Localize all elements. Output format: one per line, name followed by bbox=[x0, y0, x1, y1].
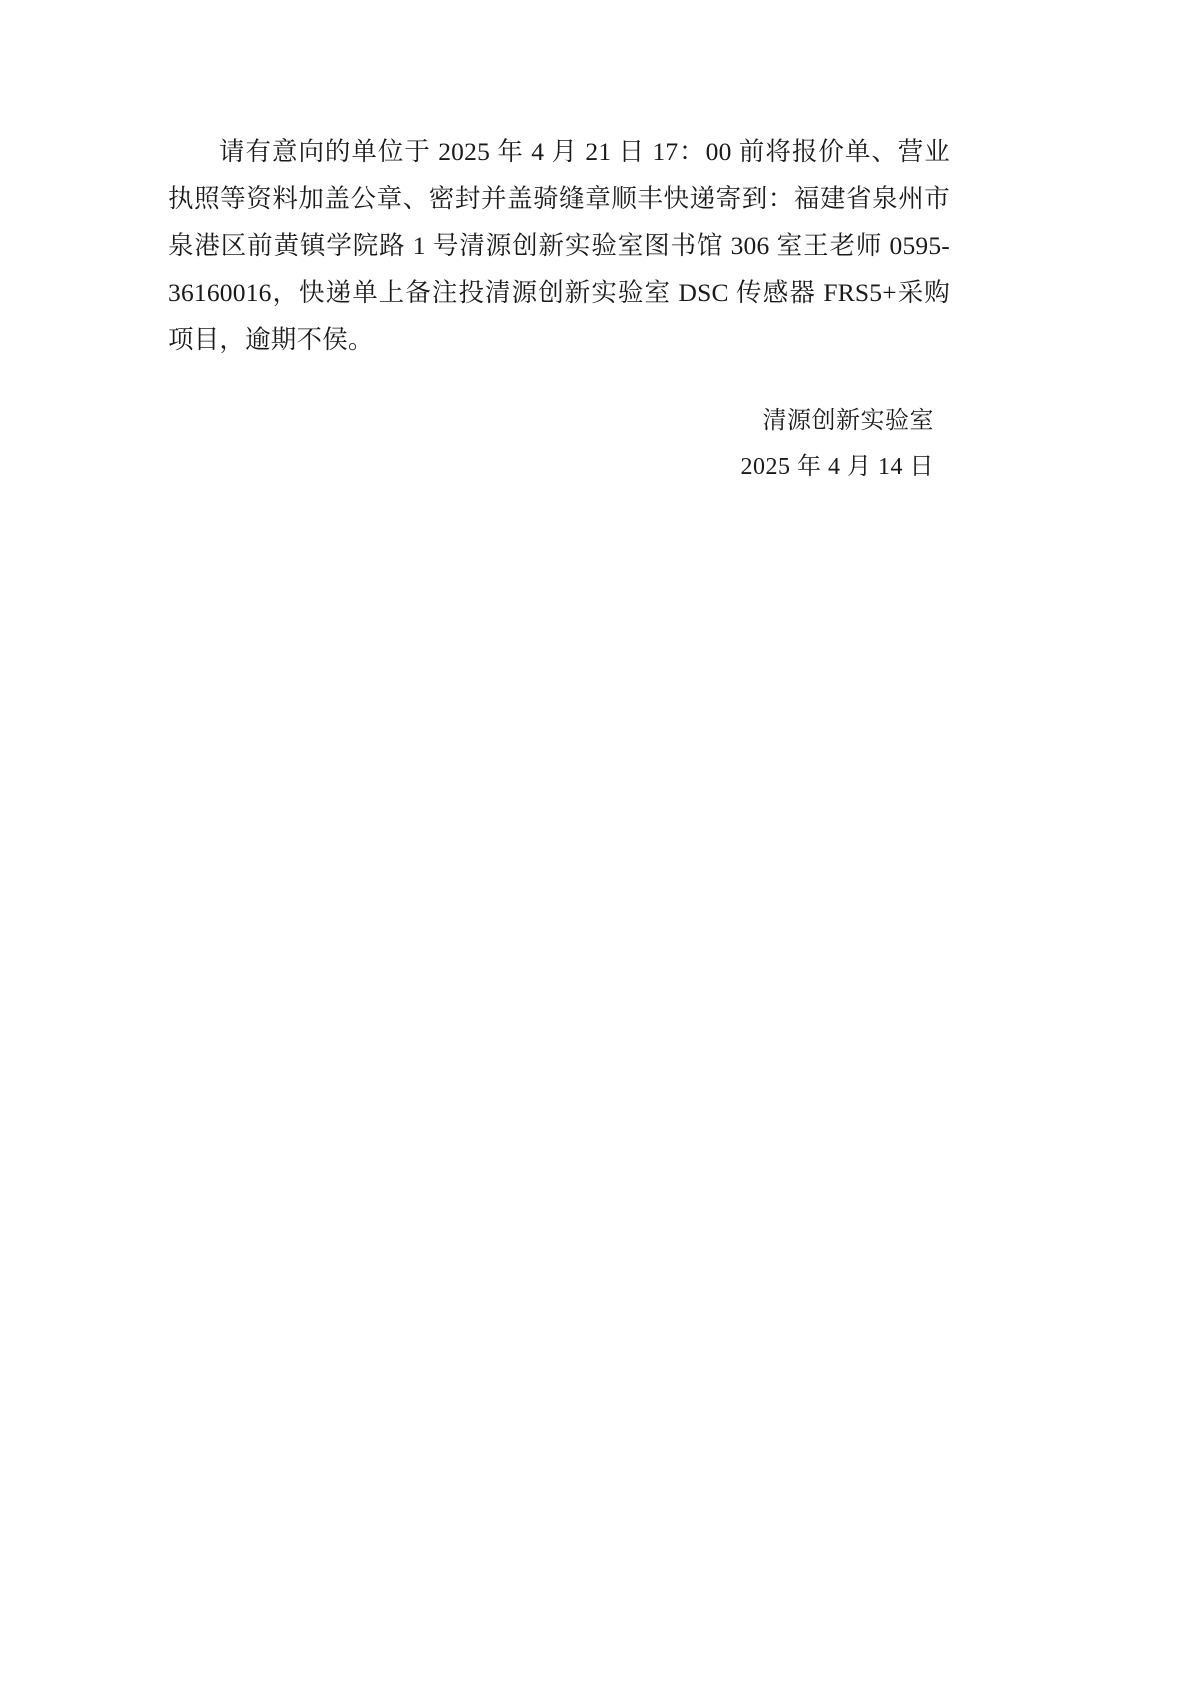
document-body bbox=[168, 128, 950, 363]
notice-paragraph: 请有意向的单位于 2025 年 4 月 21 日 17：00 前将报价单、营业执照等资料加盖公章、密封并盖骑缝章顺丰快递寄到：福建省泉州市泉港区前黄镇学院路 1 号清源创新实验室图书馆 306 室王老师 0595-36160016，快递单上备注投清源创新实验室 DSC 传感器 FRS5+采购项目，逾期不侯。 bbox=[168, 137, 950, 354]
signature-date: 2025 年 4 月 14 日 bbox=[740, 454, 934, 480]
signature-organization: 清源创新实验室 bbox=[762, 408, 934, 434]
signature-block bbox=[168, 398, 950, 490]
